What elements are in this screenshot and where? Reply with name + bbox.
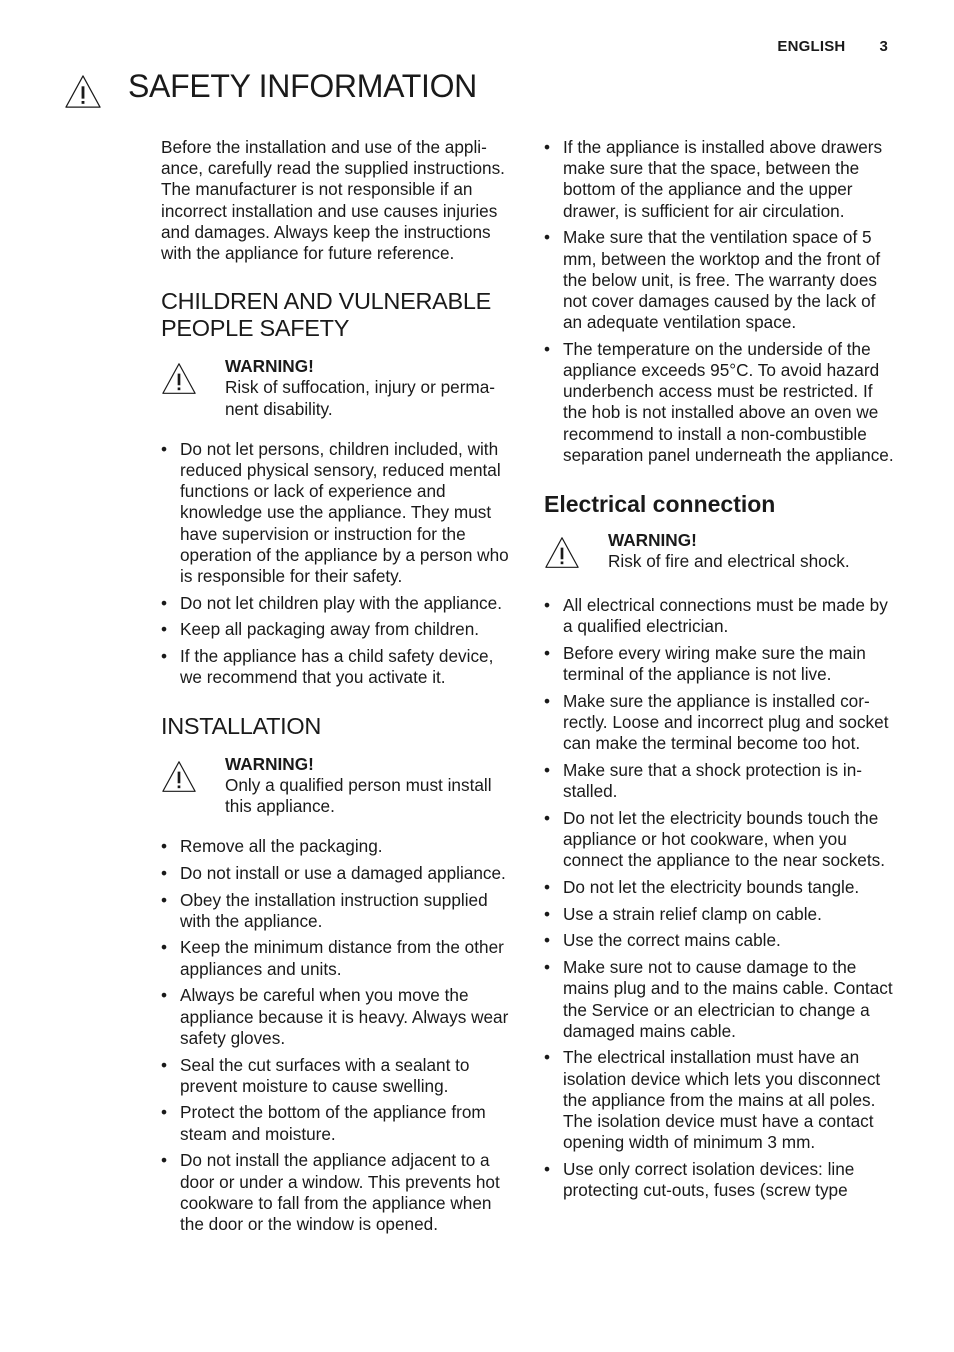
installation-list-continued [544,137,898,466]
list-item: • Protect the bottom of the appliance from steam and moisture. [161,1102,513,1144]
list-item: • Obey the installation instruction supplied with the appliance. [161,890,513,932]
warning-triangle-icon [161,760,197,794]
list-item: • Always be careful when you move the appliance because it is heavy. Always wear safety gloves. [161,985,513,1049]
list-item: • Make sure that the ventilation space of 5 mm, between the worktop and the front of the below unit, is free. The warranty does not cover damages caused by the lack of an adequate ventilation space. [544,227,898,333]
warning-triangle-icon [544,536,580,570]
list-item: • Seal the cut surfaces with a sealant to prevent moisture to cause swelling. [161,1055,513,1097]
warning-text: Risk of fire and electrical shock. [608,551,850,572]
page-title: SAFETY INFORMATION [128,68,477,104]
list-item: • Keep the minimum distance from the other appliances and units. [161,937,513,979]
children-safety-heading: CHILDREN AND VULNERABLE PEOPLE SAFETY [161,288,492,342]
language-label: ENGLISH [777,38,846,55]
list-item: • Do not let children play with the appliance. [161,593,513,614]
warning-title: WARNING! [608,530,697,551]
warning-text: Only a qualified person must install this appliance. [225,774,492,816]
electrical-list [544,595,898,1201]
electrical-warning [544,530,898,576]
list-item: • Do not let the electricity bounds touch the appliance or hot cookware, when you connect the appliance to the near sockets. [544,808,898,872]
list-item: • Do not install the appliance adjacent to a door or under a window. This prevents hot cookware to fall from the appliance when the door or the window is opened. [161,1150,513,1235]
list-item: • Remove all the packaging. [161,836,513,857]
page-header [777,38,888,55]
list-item: • Use only correct isolation devices: line protecting cut-outs, fuses (screw type [544,1159,898,1201]
installation-warning [161,754,513,818]
list-item: • Before every wiring make sure the main terminal of the appliance is not live. [544,643,898,685]
right-column [544,137,898,1207]
list-item: • Do not install or use a damaged appliance. [161,863,513,884]
list-item: • Do not let the electricity bounds tangle. [544,877,898,898]
left-column [161,137,513,1241]
list-item: • Make sure that a shock protection is installed. [544,760,898,802]
installation-heading: INSTALLATION [161,712,322,739]
page-number: 3 [879,38,888,55]
list-item: • Make sure not to cause damage to the mains plug and to the mains cable. Contact the Service or an electrician to change a damaged mains cable. [544,957,898,1042]
children-warning [161,356,513,420]
list-item: • Use the correct mains cable. [544,930,898,951]
intro-paragraph: Before the installation and use of the appliance, carefully read the supplied instructions. The manufacturer is not responsible if an incorrect installation and use causes injuries and damages. Always keep the instructions with the appliance for future reference. [161,137,505,264]
list-item: • If the appliance is installed above drawers make sure that the space, between the bottom of the appliance and the upper drawer, is sufficient for air circulation. [544,137,898,222]
list-item: • The electrical installation must have an isolation device which lets you disconnect the appliance from the mains at all poles. The isolation device must have a contact opening width of minimum 3 mm. [544,1047,898,1153]
electrical-connection-heading: Electrical connection [544,491,776,518]
list-item: • Keep all packaging away from children. [161,619,513,640]
warning-triangle-icon [64,74,102,110]
list-item: • All electrical connections must be made by a qualified electrician. [544,595,898,637]
warning-title: WARNING! [225,356,314,377]
list-item: • If the appliance has a child safety device, we recommend that you activate it. [161,646,513,688]
children-safety-list [161,439,513,689]
warning-text: Risk of suffocation, injury or permanent disability. [225,377,496,419]
installation-list [161,836,513,1235]
warning-title: WARNING! [225,753,314,774]
list-item: • Use a strain relief clamp on cable. [544,904,898,925]
warning-triangle-icon [161,362,197,396]
list-item: • Do not let persons, children included, with reduced physical sensory, reduced mental functions or lack of experience and knowledge use the appliance. They must have supervision or instruction for the operation of the appliance by a person who is responsible for their safety. [161,439,513,587]
list-item: • The temperature on the underside of the appliance exceeds 95°C. To avoid hazard underbench access must be restricted. If the hob is not installed above an oven we recommend to install a non-combustible separation panel underneath the appliance. [544,339,898,466]
list-item: • Make sure the appliance is installed correctly. Loose and incorrect plug and socket can make the terminal become too hot. [544,691,898,755]
